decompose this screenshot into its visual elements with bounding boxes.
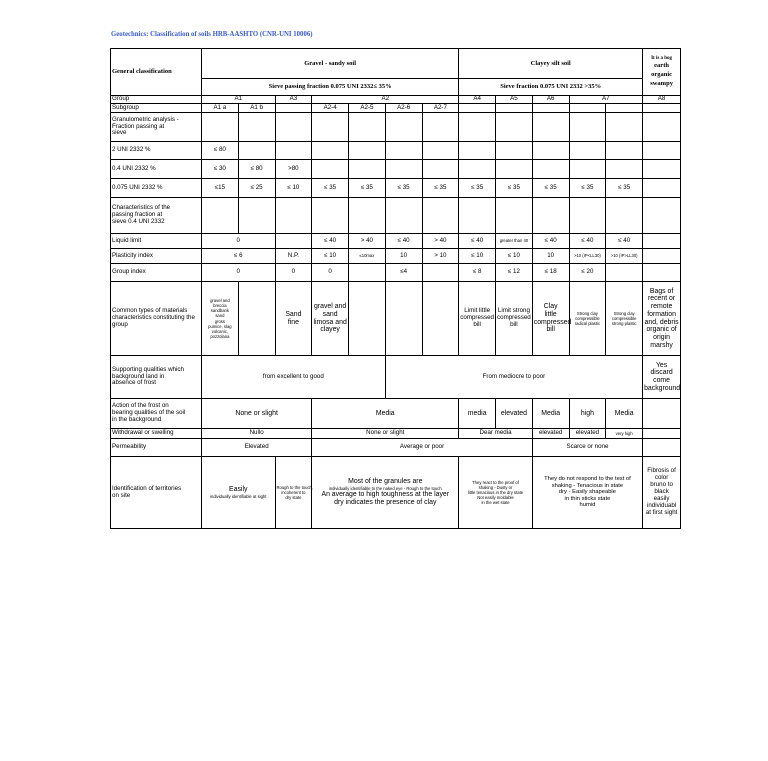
sieve-0-075-a7a: ≤ 35 — [569, 179, 606, 198]
identification-a6-a7: They do not respond to the test of shaking - Tenacious in state dry - Easily shapeable in thin sticks state humid — [532, 457, 642, 529]
sieve-0-075-a6: ≤ 35 — [532, 179, 569, 198]
empty-cell — [385, 198, 422, 234]
withdrawal-a7b: very high — [606, 429, 643, 439]
empty-cell — [459, 104, 496, 113]
empty-cell — [569, 160, 606, 179]
empty-cell — [643, 439, 681, 457]
empty-cell — [385, 282, 422, 356]
group-index-a2-6: ≤4 — [385, 264, 422, 282]
plasticity-index-a3: N.P. — [275, 249, 312, 264]
empty-cell — [459, 198, 496, 234]
liquid-limit-a2-7: > 40 — [422, 234, 459, 249]
common-types-label: Common types of materials characteristics constituting the group — [111, 282, 202, 356]
group-a1: A1 — [202, 96, 276, 104]
common-types-a3: Sand fine — [275, 282, 312, 356]
empty-cell — [496, 198, 533, 234]
plasticity-index-a2-5: ≤10max — [349, 249, 386, 264]
granulometric-label: Granulometric analysis - Fraction passing at sieve — [111, 113, 202, 142]
group-index-a1: 0 — [202, 264, 276, 282]
group-index-a5: ≤ 12 — [496, 264, 533, 282]
empty-cell — [385, 142, 422, 160]
empty-cell — [275, 104, 312, 113]
permeability-a6-a7: Scarce or none — [532, 439, 642, 457]
identification-a1-main: Easily — [229, 486, 248, 494]
sieve-passing-header: Sieve passing fraction 0.075 UNI 2332≤ 35% — [202, 79, 459, 96]
liquid-limit-a4: ≤ 40 — [459, 234, 496, 249]
empty-cell — [349, 142, 386, 160]
liquid-limit-a7b: ≤ 40 — [606, 234, 643, 249]
document-title: Geotechnics: Classification of soils HRB-AASHTO (CNR-UNI 10006) — [111, 31, 313, 38]
common-types-a2-4: gravel and sand limosa and clayey — [312, 282, 349, 356]
identification-a2 — [312, 457, 459, 529]
empty-cell — [349, 198, 386, 234]
liquid-limit-label: Liquid limit — [111, 234, 202, 249]
identification-a8: Fibrosis of color bruno to black easily individuabl at first sight — [643, 457, 681, 529]
supporting-mediocre-poor: From mediocre to poor — [385, 356, 642, 399]
identification-a3: Rough to the touch, incoherent to dry state — [275, 457, 312, 529]
sieve-0-075-a7b: ≤ 35 — [606, 179, 643, 198]
empty-cell — [643, 179, 681, 198]
sieve-0-4-label: 0.4 UNI 2332 % — [111, 160, 202, 179]
group-a2: A2 — [312, 96, 459, 104]
empty-cell — [422, 160, 459, 179]
plasticity-index-a2-7: > 10 — [422, 249, 459, 264]
characteristics-label: Characteristics of the passing fraction at sieve 0.4 UNI 2332 — [111, 198, 202, 234]
liquid-limit-a2-5: > 40 — [349, 234, 386, 249]
sieve-0-075-label: 0.075 UNI 2332 % — [111, 179, 202, 198]
bog-header — [643, 49, 681, 96]
sieve-0-075-a4: ≤ 35 — [459, 179, 496, 198]
empty-cell — [643, 142, 681, 160]
empty-cell — [422, 113, 459, 142]
frost-action-a4: media — [459, 399, 496, 429]
frost-action-a6: Media — [532, 399, 569, 429]
empty-cell — [569, 142, 606, 160]
bog-header-line1: It is a bog — [651, 55, 673, 61]
sieve-0-4-a1b: ≤ 80 — [238, 160, 275, 179]
empty-cell — [606, 264, 643, 282]
identification-a2-line1: Most of the granules are — [348, 478, 423, 486]
clayey-silt-soil-header: Clayey silt soil — [459, 49, 643, 79]
supporting-label: Supporting qualities which background land in absence of frost — [111, 356, 202, 399]
group-a4: A4 — [459, 96, 496, 104]
identification-label: Identification of territories on site — [111, 457, 202, 529]
empty-cell — [643, 113, 681, 142]
empty-cell — [569, 198, 606, 234]
empty-cell — [275, 198, 312, 234]
empty-cell — [238, 142, 275, 160]
empty-cell — [643, 249, 681, 264]
permeability-a1-a3: Elevated — [202, 439, 312, 457]
sieve-0-075-a1a: ≤15 — [202, 179, 239, 198]
plasticity-index-label: Plasticity index — [111, 249, 202, 264]
empty-cell — [385, 113, 422, 142]
group-index-a4: ≤ 8 — [459, 264, 496, 282]
empty-cell — [349, 160, 386, 179]
sieve-0-075-a2-5: ≤ 35 — [349, 179, 386, 198]
subgroup-a1b: A1 b — [238, 104, 275, 113]
empty-cell — [532, 104, 569, 113]
common-types-a6: Clay little compressed bill — [532, 282, 569, 356]
sieve-fraction-header: Sieve fraction 0.075 UNI 2332 >35% — [459, 79, 643, 96]
empty-cell — [385, 160, 422, 179]
empty-cell — [496, 160, 533, 179]
frost-action-a1-a3: None or slight — [202, 399, 312, 429]
plasticity-index-a7a: >10 (IP<LL30) — [569, 249, 606, 264]
plasticity-index-a4: ≤ 10 — [459, 249, 496, 264]
sieve-0-075-a2-4: ≤ 35 — [312, 179, 349, 198]
bog-header-rest: earth organic swampy — [650, 62, 673, 88]
common-types-a7b: Strong clay compressible strong plastic — [606, 282, 643, 356]
empty-cell — [643, 198, 681, 234]
empty-cell — [496, 104, 533, 113]
subgroup-a2-4: A2-4 — [312, 104, 349, 113]
empty-cell — [532, 142, 569, 160]
frost-action-a7b: Media — [606, 399, 643, 429]
sieve-0-4-a3: >80 — [275, 160, 312, 179]
frost-action-a7a: high — [569, 399, 606, 429]
empty-cell — [496, 142, 533, 160]
plasticity-index-a6: 10 — [532, 249, 569, 264]
empty-cell — [643, 160, 681, 179]
group-index-a6: ≤ 18 — [532, 264, 569, 282]
empty-cell — [349, 264, 386, 282]
empty-cell — [312, 198, 349, 234]
empty-cell — [569, 113, 606, 142]
liquid-limit-a1: 0 — [202, 234, 276, 249]
sieve-0-4-a1a: ≤ 30 — [202, 160, 239, 179]
empty-cell — [606, 198, 643, 234]
permeability-label: Permeability — [111, 439, 202, 457]
liquid-limit-a5: greater than 40 — [496, 234, 533, 249]
empty-cell — [606, 160, 643, 179]
empty-cell — [312, 142, 349, 160]
group-index-a2-4: 0 — [312, 264, 349, 282]
empty-cell — [606, 113, 643, 142]
general-classification-header: General classification — [111, 49, 202, 96]
withdrawal-a1-a3: Nullo — [202, 429, 312, 439]
common-types-a7a: Strong clay compressible radical plastic — [569, 282, 606, 356]
withdrawal-a4-a5: Dear media — [459, 429, 533, 439]
identification-a4-a5: They react to the proof of shaking - Dusty or little tenacious in the dry state Not easily moldable in the wet state — [459, 457, 533, 529]
withdrawal-a2: None or slight — [312, 429, 459, 439]
sieve-0-075-a5: ≤ 35 — [496, 179, 533, 198]
common-types-a8: Bags of recent or remote formation and, debris organic of origin marshy — [643, 282, 681, 356]
group-index-label: Group index — [111, 264, 202, 282]
withdrawal-label: Withdrawal or swelling — [111, 429, 202, 439]
soil-classification-table — [110, 48, 681, 529]
empty-cell — [238, 113, 275, 142]
group-index-a3: 0 — [275, 264, 312, 282]
common-types-a1a: gravel and breccia sandbank sand gross pumice, slag volcanic, pozzolana — [202, 282, 239, 356]
empty-cell — [202, 113, 239, 142]
identification-a1 — [202, 457, 276, 529]
empty-cell — [643, 399, 681, 429]
empty-cell — [459, 113, 496, 142]
empty-cell — [569, 104, 606, 113]
group-label: Group — [111, 96, 202, 104]
empty-cell — [532, 113, 569, 142]
empty-cell — [312, 113, 349, 142]
empty-cell — [643, 104, 681, 113]
sieve-2-label: 2 UNI 2332 % — [111, 142, 202, 160]
empty-cell — [496, 113, 533, 142]
identification-a1-sub: individually identifiable at sight — [210, 493, 267, 499]
empty-cell — [275, 142, 312, 160]
empty-cell — [532, 160, 569, 179]
frost-action-a2: Media — [312, 399, 459, 429]
empty-cell — [422, 142, 459, 160]
frost-action-a5: elevated — [496, 399, 533, 429]
empty-cell — [459, 160, 496, 179]
empty-cell — [643, 429, 681, 439]
common-types-a4: Limit little compressed bill — [459, 282, 496, 356]
subgroup-a2-5: A2-5 — [349, 104, 386, 113]
permeability-a2-a5: Average or poor — [312, 439, 533, 457]
empty-cell — [312, 160, 349, 179]
supporting-a8: Yes discard come background — [643, 356, 681, 399]
empty-cell — [275, 234, 312, 249]
plasticity-index-a5: ≤ 10 — [496, 249, 533, 264]
liquid-limit-a2-6: ≤ 40 — [385, 234, 422, 249]
common-types-a5: Limit strong compressed bill — [496, 282, 533, 356]
identification-a2-line3: An average to high toughness at the layer dry indicates the presence of clay — [321, 491, 450, 506]
sieve-0-075-a2-7: ≤ 35 — [422, 179, 459, 198]
group-a6: A6 — [532, 96, 569, 104]
sieve-0-075-a1b: ≤ 25 — [238, 179, 275, 198]
empty-cell — [275, 113, 312, 142]
empty-cell — [422, 198, 459, 234]
sieve-0-075-a3: ≤ 10 — [275, 179, 312, 198]
sieve-2-a1a: ≤ 80 — [202, 142, 239, 160]
group-index-a7: ≤ 20 — [569, 264, 606, 282]
plasticity-index-a2-6: 10 — [385, 249, 422, 264]
withdrawal-a7a: elevated — [569, 429, 606, 439]
liquid-limit-a2-4: ≤ 40 — [312, 234, 349, 249]
empty-cell — [238, 282, 275, 356]
subgroup-a2-6: A2-6 — [385, 104, 422, 113]
group-a5: A5 — [496, 96, 533, 104]
plasticity-index-a7b: >10 (IP>LL30) — [606, 249, 643, 264]
frost-action-label: Action of the frost on bearing qualities of the soil in the background — [111, 399, 202, 429]
gravel-sandy-soil-header: Gravel - sandy soil — [202, 49, 459, 79]
subgroup-a2-7: A2-7 — [422, 104, 459, 113]
empty-cell — [238, 198, 275, 234]
empty-cell — [643, 264, 681, 282]
plasticity-index-a1: ≤ 6 — [202, 249, 276, 264]
liquid-limit-a6: ≤ 40 — [532, 234, 569, 249]
subgroup-label: Subgroup — [111, 104, 202, 113]
empty-cell — [349, 282, 386, 356]
empty-cell — [422, 264, 459, 282]
empty-cell — [459, 142, 496, 160]
group-a7: A7 — [569, 96, 643, 104]
group-a3: A3 — [275, 96, 312, 104]
empty-cell — [643, 234, 681, 249]
supporting-excellent-good: from excellent to good — [202, 356, 386, 399]
sieve-0-075-a2-6: ≤ 35 — [385, 179, 422, 198]
empty-cell — [606, 142, 643, 160]
empty-cell — [349, 113, 386, 142]
withdrawal-a6: elevated — [532, 429, 569, 439]
identification-a2-line2: individually identifiable to the naked eye - Rough to the touch — [328, 486, 442, 492]
empty-cell — [202, 198, 239, 234]
group-a8: A8 — [643, 96, 681, 104]
empty-cell — [606, 104, 643, 113]
liquid-limit-a7a: ≤ 40 — [569, 234, 606, 249]
subgroup-a1a: A1 a — [202, 104, 239, 113]
plasticity-index-a2-4: ≤ 10 — [312, 249, 349, 264]
empty-cell — [422, 282, 459, 356]
empty-cell — [532, 198, 569, 234]
